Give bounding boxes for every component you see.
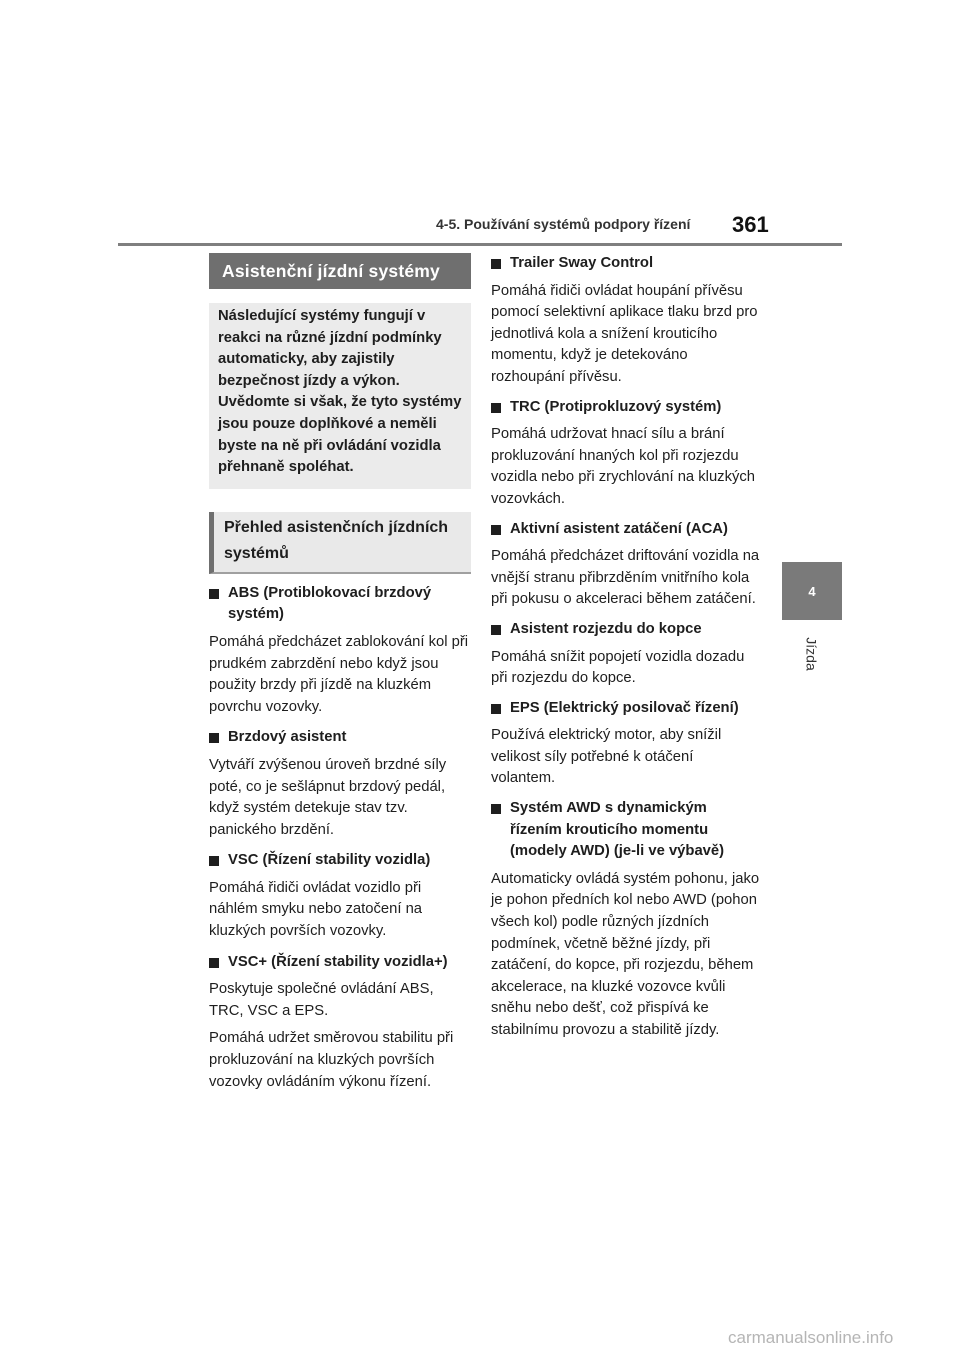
list-item bbox=[491, 397, 761, 511]
header-section-title: 4-5. Používání systémů podpory řízení bbox=[436, 216, 691, 232]
square-bullet-icon bbox=[491, 403, 501, 413]
item-description: Poskytuje společné ovládání ABS, TRC, VSC a EPS. bbox=[209, 981, 434, 1019]
chapter-label bbox=[782, 630, 842, 678]
item-title-text: Aktivní asistent zatáčení (ACA) bbox=[510, 520, 728, 537]
item-title bbox=[209, 727, 471, 749]
list-item bbox=[209, 583, 471, 719]
section-heading: Přehled asistenčních jízdních systémů bbox=[209, 512, 471, 574]
right-column bbox=[491, 253, 761, 1042]
square-bullet-icon bbox=[491, 625, 501, 635]
item-title-text: ABS (Protiblokovací brzdový systém) bbox=[228, 584, 432, 623]
item-description: Pomáhá řidiči ovládat vozidlo při náhlém smyku nebo zatočení na kluzkých površích vozovky. bbox=[209, 879, 423, 940]
list-item bbox=[491, 619, 761, 690]
item-title-text: Systém AWD s dynamickým řízením krouticího momentu (modely AWD) (je-li ve výbavě) bbox=[510, 800, 725, 860]
item-description: Vytváří zvýšenou úroveň brzdné síly poté, co je sešlápnut brzdový pedál, když systém detekuje stav tzv. panického brzdění. bbox=[209, 756, 447, 838]
item-title bbox=[491, 619, 761, 641]
left-column bbox=[209, 253, 471, 1093]
list-item bbox=[491, 253, 761, 389]
watermark: carmanualsonline.info bbox=[728, 1328, 894, 1347]
item-description: Pomáhá předcházet driftování vozidla na vnější stranu přibrzděním vnitřního kola při pokusu o akceleraci během zatáčení. bbox=[491, 548, 760, 608]
square-bullet-icon bbox=[491, 804, 501, 814]
page-number: 361 bbox=[732, 212, 769, 237]
item-title bbox=[209, 850, 471, 872]
item-title-text: VSC+ (Řízení stability vozidla+) bbox=[228, 953, 448, 970]
item-title bbox=[491, 253, 761, 275]
item-title bbox=[491, 397, 761, 419]
square-bullet-icon bbox=[209, 589, 219, 599]
item-title-text: Trailer Sway Control bbox=[510, 255, 654, 271]
item-title bbox=[209, 952, 471, 974]
item-description: Pomáhá předcházet zablokování kol při prudkém zabrzdění nebo když jsou použity brzdy při jízdě na kluzkém povrchu vozovky. bbox=[209, 633, 469, 715]
item-title bbox=[209, 583, 471, 626]
item-title-text: Brzdový asistent bbox=[228, 729, 347, 746]
square-bullet-icon bbox=[491, 704, 501, 714]
item-description: Pomáhá udržovat hnací sílu a brání prokluzování hnaných kol při rozjezdu vozidla nebo při zrychlování na kluzkých vozovkách. bbox=[491, 426, 756, 507]
list-item bbox=[209, 727, 471, 841]
item-description: Automaticky ovládá systém pohonu, jako je pohon předních kol nebo AWD (pohon všech kol) podle různých jízdních podmínek, včetně běžné jízdy, při zatáčení, do kopce, při rozjezdu, během akcelerace, na kluzké vozovce kvůli sněhu nebo dešť, což přispívá ke stabilnímu provozu a stabilitě jízdy. bbox=[491, 870, 760, 1038]
list-item bbox=[491, 798, 761, 1042]
list-item bbox=[491, 519, 761, 611]
item-title-text: VSC (Řízení stability vozidla) bbox=[228, 852, 431, 869]
item-description: Pomáhá řidiči ovládat houpání přívěsu pomocí selektivní aplikace tlaku brzd pro jednotlivá kola a snížení krouticího momentu, když je detekováno rozhoupání přívěsu. bbox=[491, 282, 758, 385]
list-item bbox=[491, 698, 761, 790]
list-item bbox=[209, 952, 471, 1094]
page-title: Asistenční jízdní systémy bbox=[209, 253, 471, 289]
item-title bbox=[491, 519, 761, 541]
item-title-text: EPS (Elektrický posilovač řízení) bbox=[510, 699, 739, 716]
item-description: Pomáhá snížit popojetí vozidla dozadu při rozjezdu do kopce. bbox=[491, 648, 745, 687]
square-bullet-icon bbox=[209, 733, 219, 743]
square-bullet-icon bbox=[491, 525, 501, 535]
item-title bbox=[491, 798, 761, 863]
item-title-text: Asistent rozjezdu do kopce bbox=[510, 620, 702, 637]
header-rule bbox=[118, 243, 842, 246]
square-bullet-icon bbox=[209, 958, 219, 968]
item-title-text: TRC (Protiprokluzový systém) bbox=[510, 398, 722, 415]
item-description: Používá elektrický motor, aby snížil velikost síly potřebné k otáčení volantem. bbox=[491, 727, 722, 787]
list-item bbox=[209, 850, 471, 942]
item-description: Pomáhá udržet směrovou stabilitu při prokluzování na kluzkých površích vozovky ovládáním výkonu řízení. bbox=[209, 1030, 454, 1090]
square-bullet-icon bbox=[209, 856, 219, 866]
chapter-tab[interactable] bbox=[782, 562, 842, 620]
chapter-tab-number: 4 bbox=[808, 583, 816, 599]
chapter-label-text: Jízda bbox=[804, 637, 820, 671]
square-bullet-icon bbox=[491, 259, 501, 269]
item-title bbox=[491, 698, 761, 720]
intro-box: Následující systémy fungují v reakci na různé jízdní podmínky automaticky, aby zajistily bezpečnost jízdy a výkon. Uvědomte si však, že tyto systémy jsou pouze doplňkové a neměli byste na ně při ovládání vozidla přehnaně spoléhat. bbox=[209, 303, 471, 489]
